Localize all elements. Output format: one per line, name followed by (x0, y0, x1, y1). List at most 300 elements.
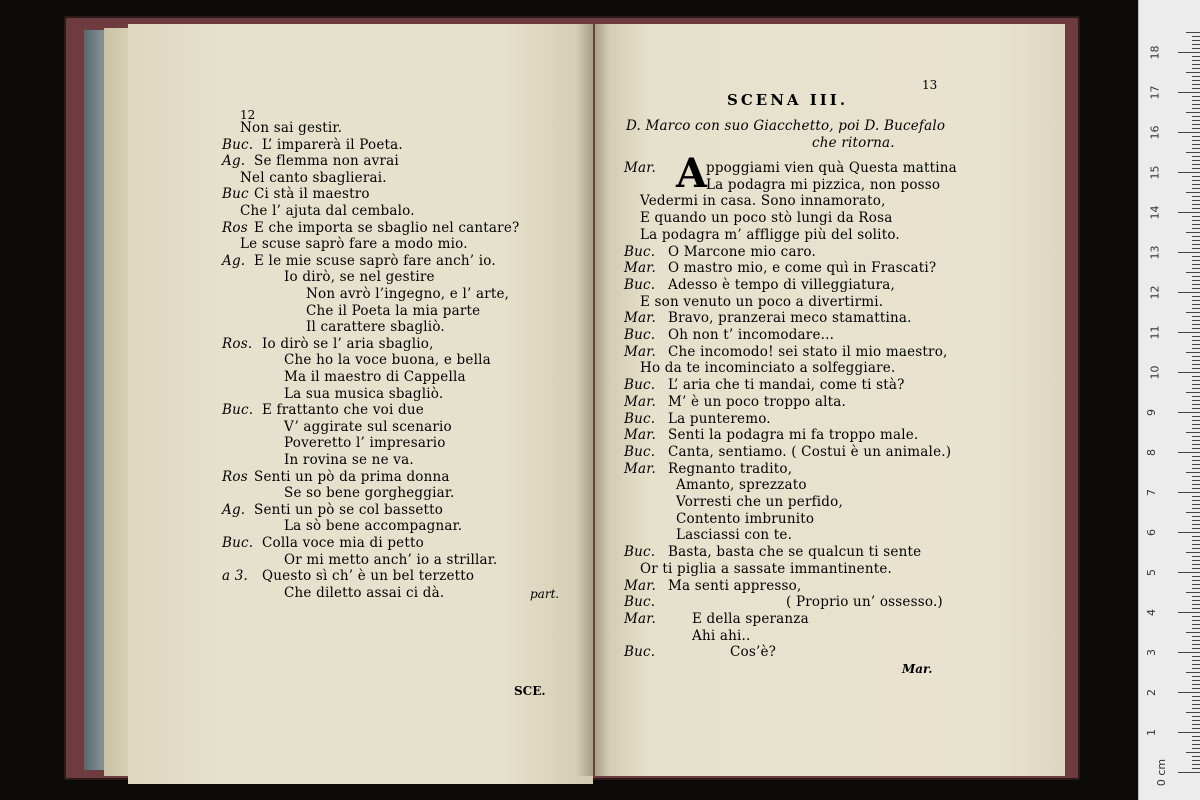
ruler-tick (1192, 324, 1200, 325)
ruler-tick (1192, 708, 1200, 709)
ruler-tick (1192, 376, 1200, 377)
ruler-tick (1192, 188, 1200, 189)
ruler-tick (1192, 140, 1200, 141)
ruler-tick (1192, 64, 1200, 65)
page-number-left: 12 (240, 108, 256, 122)
ruler-tick (1178, 132, 1200, 133)
ruler-tick (1192, 540, 1200, 541)
ruler-tick (1192, 488, 1200, 489)
ruler-tick (1192, 736, 1200, 737)
ruler-number: 5 (1145, 569, 1158, 576)
verse-line: V’ aggirate sul scenario (284, 418, 452, 435)
verse-line: Se so bene gorgheggiar. (284, 485, 455, 502)
speaker-label: Buc. (624, 644, 656, 661)
ruler-tick (1192, 484, 1200, 485)
ruler-tick (1192, 648, 1200, 649)
ruler-tick (1192, 644, 1200, 645)
ruler-tick (1186, 752, 1200, 753)
ruler-tick (1178, 332, 1200, 333)
ruler-tick (1192, 468, 1200, 469)
ruler-tick (1192, 264, 1200, 265)
verse-line: Oh non t’ incomodare... (668, 327, 835, 343)
ruler-tick (1192, 504, 1200, 505)
ruler-tick (1192, 620, 1200, 621)
ruler-tick (1192, 748, 1200, 749)
ruler-tick (1192, 584, 1200, 585)
ruler-tick (1192, 688, 1200, 689)
speaker-label: Buc (222, 186, 249, 203)
verse-line: E son venuto un poco a divertirmi. (640, 293, 884, 310)
ruler-number: 3 (1145, 649, 1158, 656)
ruler-tick (1192, 600, 1200, 601)
ruler-tick (1192, 568, 1200, 569)
verse-line: Il carattere sbagliò. (306, 319, 445, 336)
verse-line: E frattanto che voi due (262, 402, 424, 419)
ruler-tick (1186, 432, 1200, 433)
verse-line: L’ imparerà il Poeta. (262, 136, 403, 153)
ruler-number: 1 (1145, 729, 1158, 736)
ruler-tick (1192, 700, 1200, 701)
ruler-tick (1192, 396, 1200, 397)
verse-line: Senti un pò da prima donna (254, 468, 450, 485)
speaker-label: Mar. (624, 460, 656, 477)
ruler-tick (1192, 128, 1200, 129)
speaker-label: Mar. (624, 577, 656, 594)
stage-direction-2: che ritorna. (812, 135, 895, 151)
ruler-tick (1192, 116, 1200, 117)
page-number-right: 13 (922, 78, 938, 92)
verse-line: E che importa se sbaglio nel cantare? (254, 219, 520, 236)
ruler-tick (1186, 632, 1200, 633)
ruler-tick (1192, 400, 1200, 401)
ruler-tick (1192, 100, 1200, 101)
ruler-tick (1192, 420, 1200, 421)
ruler-tick (1192, 588, 1200, 589)
ruler-tick (1192, 208, 1200, 209)
ruler-number: 16 (1148, 125, 1162, 140)
ruler-tick (1192, 724, 1200, 725)
verse-line: Che diletto assai ci dà. (284, 584, 445, 601)
ruler-tick (1186, 672, 1200, 673)
verse-line: Che il Poeta la mia parte (306, 302, 481, 319)
ruler-tick (1186, 32, 1200, 33)
verse-line: In rovina se ne va. (284, 452, 414, 468)
ruler-tick (1186, 192, 1200, 193)
ruler-tick (1192, 444, 1200, 445)
ruler-number: 13 (1148, 245, 1162, 260)
ruler-tick (1192, 508, 1200, 509)
speaker-label: Mar. (624, 310, 656, 327)
verse-line: E le mie scuse saprò fare anch’ io. (254, 252, 496, 269)
ruler-tick (1192, 164, 1200, 165)
ruler-tick (1192, 80, 1200, 81)
ruler-tick (1192, 136, 1200, 137)
stage-direction: D. Marco con suo Giacchetto, poi D. Bucefalo (626, 118, 946, 134)
speaker-label: Ros (222, 219, 248, 236)
ruler-tick (1192, 460, 1200, 461)
verse-line: L’ aria che ti mandai, come ti stà? (668, 377, 905, 394)
verse-line: Vorresti che un perfido, (676, 494, 843, 510)
ruler-tick (1192, 536, 1200, 537)
ruler-tick (1192, 328, 1200, 329)
ruler-tick (1178, 172, 1200, 173)
ruler-tick (1178, 452, 1200, 453)
verse-line: E quando un poco stò lungi da Rosa (640, 210, 893, 227)
ruler-tick (1192, 668, 1200, 669)
verse-line: Non avrò l’ingegno, e l’ arte, (306, 286, 510, 302)
ruler-tick (1192, 560, 1200, 561)
exit-mark: part. (530, 587, 560, 601)
ruler-tick (1178, 412, 1200, 413)
speaker-label: Buc. (624, 276, 656, 293)
ruler-tick (1192, 284, 1200, 285)
ruler-tick (1192, 440, 1200, 441)
ruler-tick (1192, 640, 1200, 641)
speaker-label: Buc. (624, 594, 656, 611)
ruler-tick (1178, 212, 1200, 213)
verse-line: Nel canto sbaglierai. (240, 169, 387, 186)
ruler-tick (1186, 592, 1200, 593)
ruler-tick (1192, 544, 1200, 545)
ruler-tick (1192, 268, 1200, 269)
ruler-tick (1192, 368, 1200, 369)
verse-line: Lasciassi con te. (676, 527, 793, 544)
ruler-tick (1192, 160, 1200, 161)
speaker-label: Ros (222, 468, 248, 485)
ruler-tick (1186, 312, 1200, 313)
ruler-tick (1192, 564, 1200, 565)
speaker-label: Buc. (222, 535, 254, 551)
ruler-tick (1192, 244, 1200, 245)
ruler-tick (1192, 576, 1200, 577)
ruler-tick (1192, 68, 1200, 69)
ruler-tick (1192, 756, 1200, 757)
verse-line: ppoggiami vien quà Questa mattina (706, 160, 957, 176)
ruler-tick (1186, 712, 1200, 713)
ruler-tick (1192, 56, 1200, 57)
ruler-number: 4 (1145, 609, 1158, 616)
ruler-tick (1178, 52, 1200, 53)
ruler-tick (1192, 464, 1200, 465)
ruler-tick (1178, 692, 1200, 693)
verse-line: Poveretto l’ impresario (284, 435, 446, 452)
catchword-left: SCE. (514, 684, 546, 698)
ruler-tick (1192, 436, 1200, 437)
verse-line: Vedermi in casa. Sono innamorato, (640, 193, 886, 210)
verse-line: Senti la podagra mi fa troppo male. (668, 427, 919, 444)
verse-line: Che ho la voce buona, e bella (284, 352, 491, 369)
ruler-number: 2 (1145, 689, 1158, 696)
ruler-number: 9 (1145, 409, 1158, 416)
ruler-tick (1192, 168, 1200, 169)
ruler-tick (1192, 684, 1200, 685)
ruler-tick (1192, 104, 1200, 105)
verse-line: Or ti piglia a sassate immantinente. (640, 560, 893, 577)
ruler-tick (1192, 424, 1200, 425)
ruler-tick (1192, 660, 1200, 661)
ruler-tick (1192, 348, 1200, 349)
ruler-tick (1192, 76, 1200, 77)
ruler-tick (1192, 516, 1200, 517)
ruler-tick (1192, 204, 1200, 205)
verse-line: E della speranza (692, 610, 809, 627)
speaker-label: Buc. (222, 136, 254, 153)
ruler-number: 12 (1148, 285, 1162, 300)
ruler-tick (1178, 572, 1200, 573)
ruler-tick (1186, 152, 1200, 153)
ruler-tick (1192, 280, 1200, 281)
ruler-number: 6 (1145, 529, 1158, 536)
ruler-tick (1192, 520, 1200, 521)
speaker-label: Mar. (624, 610, 656, 627)
ruler-tick (1192, 656, 1200, 657)
ruler-tick (1186, 392, 1200, 393)
ruler-number: 18 (1148, 45, 1162, 60)
verse-line: Io dirò se l’ aria sbaglio, (262, 335, 434, 352)
ruler-tick (1192, 740, 1200, 741)
speaker-label: Buc. (624, 544, 656, 561)
ruler-tick (1192, 404, 1200, 405)
verse-line: La sò bene accompagnar. (284, 518, 463, 535)
verse-line: Contento imbrunito (676, 510, 815, 527)
ruler-tick (1192, 556, 1200, 557)
ruler-number: 10 (1148, 365, 1162, 380)
ruler-tick (1192, 768, 1200, 769)
ruler-tick (1192, 760, 1200, 761)
ruler-number: 7 (1145, 489, 1158, 496)
ruler-tick (1192, 616, 1200, 617)
speaker-label: a 3. (222, 568, 249, 585)
verse-line: La punteremo. (668, 410, 771, 427)
ruler-tick (1192, 296, 1200, 297)
ruler-tick (1178, 772, 1200, 773)
verse-line: Bravo, pranzerai meco stamattina. (668, 310, 912, 327)
ruler-tick (1192, 304, 1200, 305)
ruler-tick (1192, 720, 1200, 721)
ruler-tick (1186, 72, 1200, 73)
ruler-tick (1192, 288, 1200, 289)
ruler-tick (1192, 336, 1200, 337)
ruler-tick (1192, 604, 1200, 605)
ruler-tick (1192, 628, 1200, 629)
ruler-tick (1192, 196, 1200, 197)
ruler-tick (1192, 256, 1200, 257)
ruler-tick (1192, 144, 1200, 145)
ruler-tick (1192, 60, 1200, 61)
ruler-tick (1192, 744, 1200, 745)
ruler-tick (1192, 764, 1200, 765)
ruler-tick (1192, 548, 1200, 549)
ruler-tick (1192, 704, 1200, 705)
verse-line: O mastro mio, e come quì in Frascati? (668, 260, 937, 277)
ruler-tick (1192, 276, 1200, 277)
ruler-tick (1192, 308, 1200, 309)
ruler-tick (1192, 148, 1200, 149)
ruler-tick (1186, 112, 1200, 113)
ruler-tick (1192, 384, 1200, 385)
ruler-tick (1186, 352, 1200, 353)
ruler-tick (1192, 476, 1200, 477)
drop-cap: A (676, 150, 708, 197)
ruler-tick (1192, 456, 1200, 457)
ruler-tick (1178, 92, 1200, 93)
ruler-tick (1192, 388, 1200, 389)
ruler-tick (1192, 428, 1200, 429)
ruler-tick (1192, 44, 1200, 45)
measurement-ruler (1138, 0, 1200, 800)
ruler-tick (1192, 236, 1200, 237)
verse-line: Se flemma non avrai (254, 153, 399, 170)
ruler-tick (1192, 636, 1200, 637)
ruler-tick (1192, 608, 1200, 609)
ruler-tick (1192, 480, 1200, 481)
ruler-tick (1186, 232, 1200, 233)
ruler-tick (1192, 448, 1200, 449)
ruler-tick (1192, 320, 1200, 321)
verse-line: Colla voce mia di petto (262, 535, 424, 551)
ruler-tick (1178, 612, 1200, 613)
ruler-tick (1192, 624, 1200, 625)
ruler-tick (1192, 528, 1200, 529)
ruler-tick (1192, 408, 1200, 409)
ruler-tick (1192, 596, 1200, 597)
ruler-tick (1192, 40, 1200, 41)
ruler-tick (1192, 680, 1200, 681)
verse-line: M’ è un poco troppo alta. (668, 393, 846, 410)
speaker-label: Buc. (624, 410, 656, 427)
speaker-label: Ag. (222, 501, 246, 518)
speaker-label: Buc. (624, 443, 656, 460)
ruler-tick (1186, 272, 1200, 273)
catchword-right: Mar. (902, 662, 933, 676)
speaker-label: Buc. (624, 327, 656, 343)
ruler-tick (1192, 108, 1200, 109)
speaker-label: Mar. (624, 393, 656, 410)
ruler-tick (1178, 292, 1200, 293)
ruler-tick (1192, 184, 1200, 185)
ruler-tick (1192, 224, 1200, 225)
verse-line: Or mi metto anch’ io a strillar. (284, 551, 498, 568)
ruler-tick (1192, 696, 1200, 697)
ruler-number: 8 (1145, 449, 1158, 456)
speaker-label: Ag. (222, 153, 246, 170)
verse-line: Io dirò, se nel gestire (284, 269, 435, 286)
speaker-label: Buc. (222, 402, 254, 419)
ruler-tick (1186, 512, 1200, 513)
ruler-tick (1178, 732, 1200, 733)
ruler-tick (1192, 344, 1200, 345)
ruler-tick (1192, 48, 1200, 49)
ruler-tick (1192, 260, 1200, 261)
speaker-label: Mar. (624, 160, 656, 176)
ruler-tick (1192, 356, 1200, 357)
verse-line: Regnanto tradito, (668, 460, 793, 477)
verse-line: Ma senti appresso, (668, 577, 802, 594)
speaker-label: Mar. (624, 427, 656, 444)
ruler-tick (1192, 340, 1200, 341)
verse-line: Ahi ahi.. (692, 627, 751, 644)
verse-line: Cos’è? (730, 644, 777, 661)
ruler-tick (1192, 248, 1200, 249)
ruler-tick (1192, 36, 1200, 37)
speaker-label: Mar. (624, 260, 656, 277)
ruler-tick (1192, 364, 1200, 365)
book-gutter (576, 24, 610, 776)
ruler-tick (1186, 552, 1200, 553)
verse-line: Ci stà il maestro (254, 186, 370, 203)
verse-line: Che incomodo! sei stato il mio maestro, (668, 343, 948, 360)
verse-line: ( Proprio un’ ossesso.) (786, 594, 943, 611)
ruler-tick (1178, 532, 1200, 533)
ruler-number: 14 (1148, 205, 1162, 220)
verse-line: Canta, sentiamo. ( Costui è un animale.) (668, 443, 952, 460)
scene-title: SCENA III. (727, 91, 849, 109)
verse-line: O Marcone mio caro. (668, 243, 816, 260)
ruler-number: 15 (1148, 165, 1162, 180)
ruler-tick (1192, 176, 1200, 177)
verse-line: Basta, basta che se qualcun ti sente (668, 544, 922, 561)
speaker-label: Mar. (624, 343, 656, 360)
verse-line: Adesso è tempo di villeggiatura, (668, 276, 895, 293)
verse-line: Le scuse saprò fare a modo mio. (240, 236, 468, 253)
verse-line: Senti un pò se col bassetto (254, 501, 444, 518)
ruler-tick (1192, 96, 1200, 97)
ruler-number: 17 (1148, 85, 1162, 100)
ruler-tick (1192, 156, 1200, 157)
ruler-tick (1192, 676, 1200, 677)
speaker-label: Ros. (222, 335, 253, 352)
ruler-tick (1192, 300, 1200, 301)
ruler-tick (1186, 472, 1200, 473)
ruler-tick (1192, 524, 1200, 525)
verse-line: Ho da te incominciato a solfeggiare. (640, 360, 896, 377)
ruler-tick (1192, 220, 1200, 221)
ruler-tick (1192, 180, 1200, 181)
ruler-tick (1192, 664, 1200, 665)
ruler-tick (1192, 228, 1200, 229)
verse-line: Ma il maestro di Cappella (284, 369, 466, 385)
ruler-tick (1192, 716, 1200, 717)
verse-line: Questo sì ch’ è un bel terzetto (262, 568, 475, 585)
ruler-tick (1192, 216, 1200, 217)
ruler-tick (1192, 316, 1200, 317)
ruler-tick (1178, 372, 1200, 373)
speaker-label: Buc. (624, 377, 656, 394)
ruler-tick (1192, 88, 1200, 89)
verse-line: La podagra mi pizzica, non posso (706, 176, 941, 193)
ruler-tick (1178, 652, 1200, 653)
verse-line: Non sai gestir. (240, 120, 343, 136)
ruler-tick (1192, 416, 1200, 417)
verse-line: La podagra m’ affligge più del solito. (640, 226, 900, 243)
verse-line: Che l’ ajuta dal cembalo. (240, 203, 415, 219)
ruler-tick (1192, 580, 1200, 581)
ruler-tick (1178, 492, 1200, 493)
ruler-tick (1192, 496, 1200, 497)
ruler-tick (1178, 252, 1200, 253)
ruler-number: 11 (1148, 325, 1162, 340)
ruler-tick (1192, 500, 1200, 501)
ruler-tick (1192, 84, 1200, 85)
verse-line: Amanto, sprezzato (676, 477, 807, 494)
ruler-tick (1192, 200, 1200, 201)
ruler-tick (1192, 360, 1200, 361)
ruler-tick (1192, 380, 1200, 381)
ruler-number: 0 cm (1155, 758, 1169, 787)
ruler-tick (1192, 728, 1200, 729)
ruler-tick (1192, 120, 1200, 121)
ruler-tick (1192, 240, 1200, 241)
